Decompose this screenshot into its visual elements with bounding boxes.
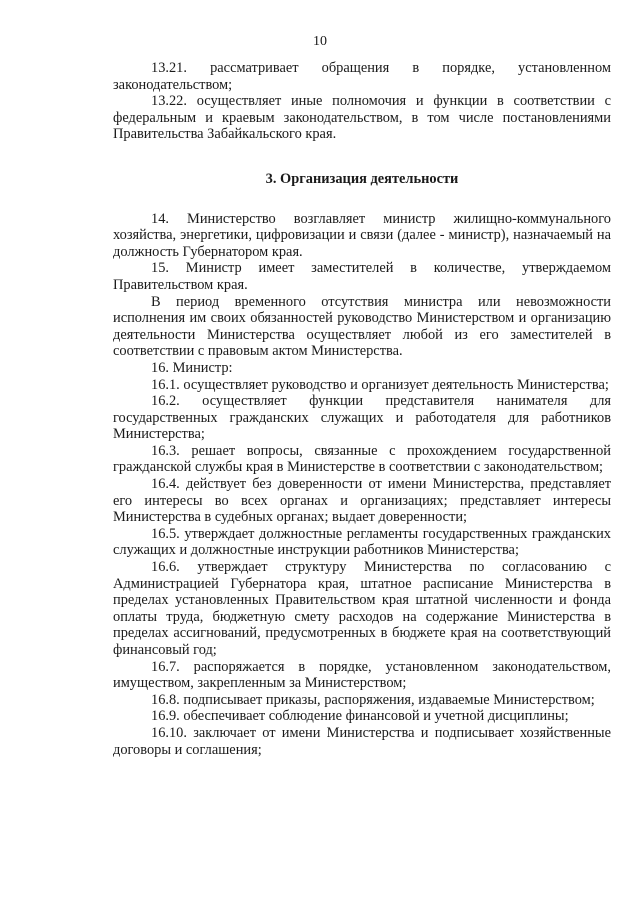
paragraph-16-1: 16.1. осуществляет руководство и организует деятельность Министерства; bbox=[151, 376, 609, 393]
paragraph-deputy: В период временного отсутствия министра или невозможности исполнения им своих обязанностей руководство Министерством и организацию деятельности Министерства осуществляет любой из его заместителей в соответствии с правовым актом Министерства. bbox=[113, 293, 611, 360]
paragraph-16-8: 16.8. подписывает приказы, распоряжения, издаваемые Министерством; bbox=[151, 691, 595, 708]
paragraph-15: 15. Министр имеет заместителей в количестве, утверждаемом Правительством края. bbox=[113, 260, 611, 293]
paragraph-16-4: 16.4. действует без доверенности от имени Министерства, представляет его интересы во всех органах и организациях; представляет интересы Министерства в судебных органах; выдает доверенности; bbox=[113, 476, 611, 526]
paragraph-16: 16. Министр: bbox=[151, 359, 233, 376]
page-number: 10 bbox=[313, 34, 327, 49]
paragraph-16-9: 16.9. обеспечивает соблюдение финансовой и учетной дисциплины; bbox=[151, 708, 569, 725]
paragraph-16-6: 16.6. утверждает структуру Министерства по согласованию с Администрацией Губернатора края, штатное расписание Министерства в пределах установленных Правительством края штатной численности и фонда оплаты труда, бюджетную смету расходов на содержание Министерства в пределах ассигнований, предусмотренных в бюджете края на соответствующий финансовый год; bbox=[113, 559, 611, 658]
paragraph-16-2: 16.2. осуществляет функции представителя нанимателя для государственных гражданских служащих и работодателя для работников Министерства; bbox=[113, 393, 611, 443]
paragraph-16-5: 16.5. утверждает должностные регламенты государственных гражданских служащих и должностные инструкции работников Министерства; bbox=[113, 525, 611, 559]
paragraph-16-10: 16.10. заключает от имени Министерства и подписывает хозяйственные договоры и соглашения; bbox=[113, 724, 611, 758]
paragraph-16-3: 16.3. решает вопросы, связанные с прохождением государственной гражданской службы края в Министерстве в соответствии с законодательством; bbox=[113, 442, 611, 476]
document-body bbox=[113, 60, 611, 758]
paragraph-14: 14. Министерство возглавляет министр жилищно-коммунального хозяйства, энергетики, цифровизации и связи (далее - министр), назначаемый на должность Губернатором края. bbox=[113, 210, 611, 260]
paragraph-13-21: 13.21. рассматривает обращения в порядке, установленном законодательством; bbox=[113, 60, 611, 93]
paragraph-13-22: 13.22. осуществляет иные полномочия и функции в соответствии с федеральным и краевым законодательством, в том числе постановлениями Правительства Забайкальского края. bbox=[113, 93, 611, 143]
section-heading: 3. Организация деятельности bbox=[265, 170, 459, 187]
paragraph-16-7: 16.7. распоряжается в порядке, установленном законодательством, имуществом, закрепленным за Министерством; bbox=[113, 658, 611, 692]
